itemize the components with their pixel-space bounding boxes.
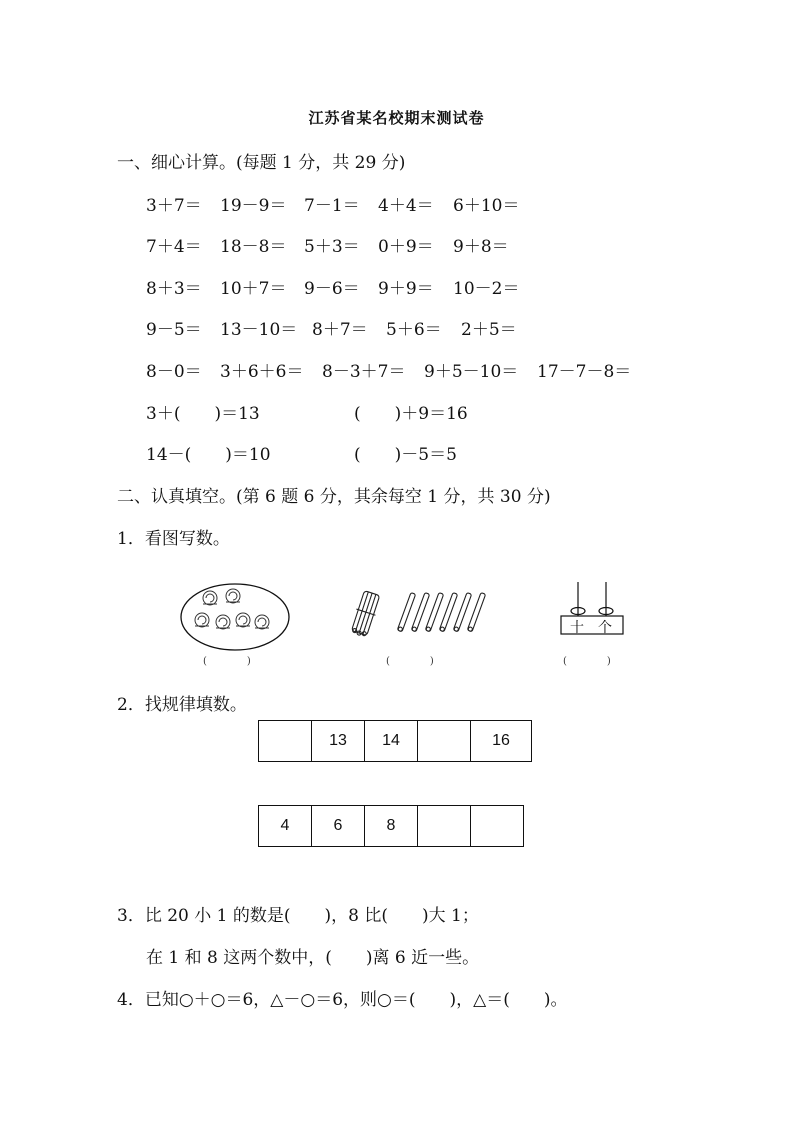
calc-item: 8－0＝ (146, 362, 202, 382)
calc-item: 19－9＝ (220, 196, 287, 216)
calc-item: 9－5＝ (146, 320, 202, 340)
calc-item: 7＋4＝ (146, 237, 202, 257)
calc-item: 9－6＝ (304, 279, 360, 299)
sequence-table-1 (258, 720, 532, 762)
calc-item: 10＋7＝ (220, 279, 287, 299)
calc-item: 10－2＝ (453, 279, 520, 299)
calc-item: 18－8＝ (220, 237, 287, 257)
page-title: 江苏省某名校期末测试卷 (308, 109, 485, 127)
answer-blank-1[interactable]: ( ) (203, 656, 251, 667)
fill-item: 3＋( )＝13 (146, 404, 260, 424)
q4-line: 4．已知○＋○＝6，△－○＝6，则○＝( )，△＝( )。 (117, 990, 568, 1010)
sticks-picture (350, 590, 500, 640)
calc-item: 8＋7＝ (312, 320, 368, 340)
sequence-cell: 14 (365, 721, 418, 762)
calc-item: 8＋3＝ (146, 279, 202, 299)
calc-item: 9＋5－10＝ (424, 362, 519, 382)
answer-blank-3[interactable]: ( ) (563, 656, 611, 667)
fill-item: ( )－5＝5 (354, 445, 457, 465)
answer-blank-2[interactable]: ( ) (386, 656, 434, 667)
sequence-cell: 8 (365, 806, 418, 847)
calc-item: 9＋9＝ (378, 279, 434, 299)
abacus-tens-label: 十 (570, 620, 584, 636)
calc-item: 5＋3＝ (304, 237, 360, 257)
sequence-cell: 13 (312, 721, 365, 762)
calc-item: 6＋10＝ (453, 196, 520, 216)
q1-label: 1．看图写数。 (117, 529, 230, 549)
calc-item: 0＋9＝ (378, 237, 434, 257)
calc-item: 3＋6＋6＝ (220, 362, 304, 382)
abacus-ones-label: 个 (598, 620, 612, 636)
q2-label: 2．找规律填数。 (117, 695, 247, 715)
q3-line-1: 3．比 20 小 1 的数是( )，8 比( )大 1； (117, 906, 479, 926)
calc-item: 3＋7＝ (146, 196, 202, 216)
section-2-heading: 二、认真填空。(第 6 题 6 分，其余每空 1 分，共 30 分) (117, 487, 551, 507)
sequence-cell[interactable] (471, 806, 524, 847)
calc-item: 4＋4＝ (378, 196, 434, 216)
calc-item: 17－7－8＝ (537, 362, 632, 382)
abacus-picture (558, 580, 628, 640)
sequence-cell[interactable] (418, 721, 471, 762)
sequence-cell: 16 (471, 721, 532, 762)
calc-item: 5＋6＝ (386, 320, 442, 340)
fill-item: ( )＋9＝16 (354, 404, 468, 424)
sequence-cell[interactable] (259, 721, 312, 762)
sequence-cell: 6 (312, 806, 365, 847)
sequence-cell: 4 (259, 806, 312, 847)
sequence-cell[interactable] (418, 806, 471, 847)
snails-picture (180, 582, 292, 652)
fill-item: 14－( )＝10 (146, 445, 271, 465)
section-1-heading: 一、细心计算。(每题 1 分，共 29 分) (117, 153, 406, 173)
calc-item: 9＋8＝ (453, 237, 509, 257)
q3-line-2: 在 1 和 8 这两个数中，( )离 6 近一些。 (146, 948, 480, 968)
calc-item: 13－10＝ (220, 320, 298, 340)
calc-item: 8－3＋7＝ (322, 362, 406, 382)
calc-item: 7－1＝ (304, 196, 360, 216)
calc-item: 2＋5＝ (461, 320, 517, 340)
sequence-table-2 (258, 805, 524, 847)
